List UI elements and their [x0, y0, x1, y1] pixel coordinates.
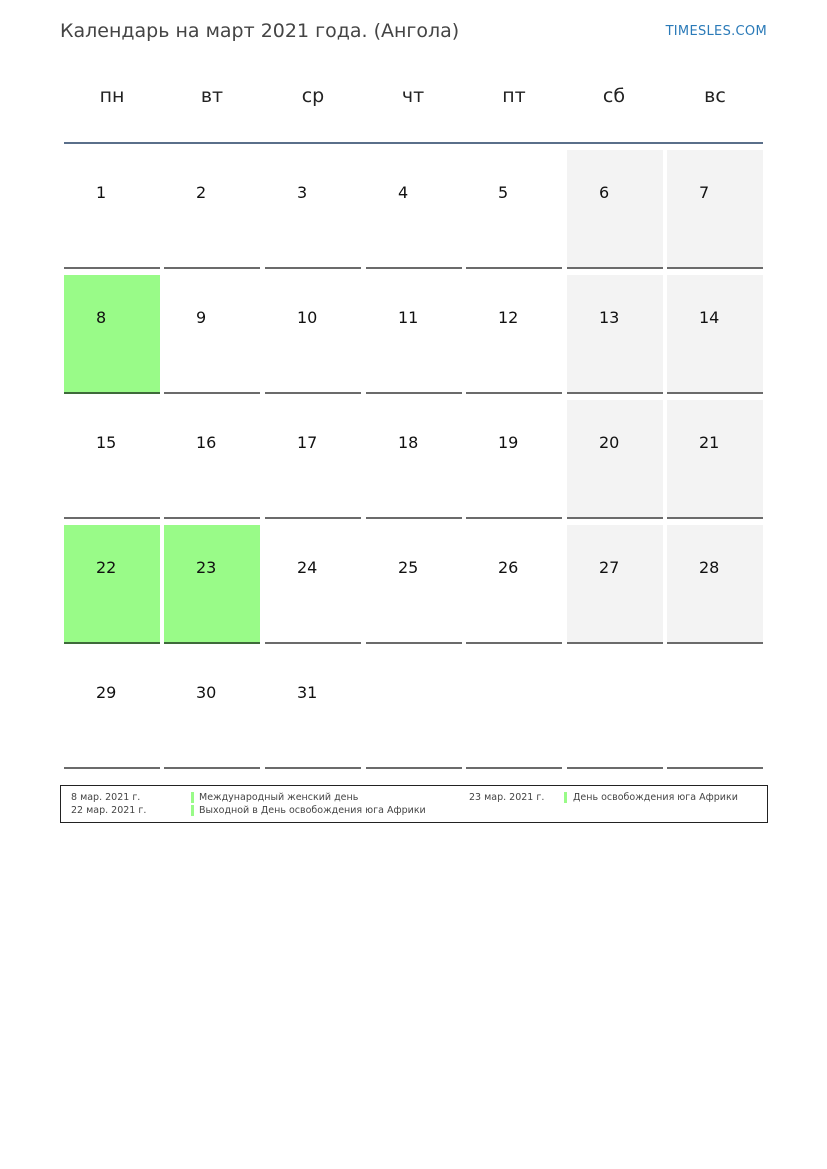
day-cell[interactable]	[466, 275, 562, 394]
day-cell[interactable]	[466, 400, 562, 519]
day-number: 29	[96, 683, 117, 702]
weekday-sun: вс	[704, 85, 726, 107]
day-number: 21	[699, 433, 720, 452]
day-cell[interactable]	[164, 275, 260, 394]
day-number: 30	[196, 683, 217, 702]
day-number: 11	[398, 308, 419, 327]
day-number: 31	[297, 683, 318, 702]
holiday-legend	[60, 785, 768, 823]
day-number: 10	[297, 308, 318, 327]
weekday-fri: пт	[502, 85, 526, 107]
weekend-day-cell[interactable]	[667, 150, 763, 269]
weekend-day-cell[interactable]	[667, 525, 763, 644]
legend-color-marker	[191, 792, 194, 803]
day-number: 23	[196, 558, 217, 577]
weekend-day-cell[interactable]	[567, 400, 663, 519]
day-number: 13	[599, 308, 620, 327]
weekday-sat: сб	[602, 85, 626, 107]
day-cell[interactable]	[64, 150, 160, 269]
day-number: 27	[599, 558, 620, 577]
empty-day-cell	[667, 650, 763, 769]
day-number: 2	[196, 183, 207, 202]
day-cell[interactable]	[265, 150, 361, 269]
site-link[interactable]: TIMESLES.COM	[665, 24, 767, 39]
day-cell[interactable]	[164, 150, 260, 269]
day-number: 24	[297, 558, 318, 577]
weekend-day-cell[interactable]	[567, 275, 663, 394]
day-number: 26	[498, 558, 519, 577]
legend-holiday-name: Международный женский день	[199, 792, 359, 803]
day-cell[interactable]	[366, 275, 462, 394]
day-number: 22	[96, 558, 117, 577]
holiday-day-cell[interactable]	[64, 525, 160, 644]
weekday-tue: вт	[200, 85, 224, 107]
day-cell[interactable]	[265, 275, 361, 394]
weekday-mon: пн	[99, 85, 125, 107]
page-title: Календарь на март 2021 года. (Ангола)	[60, 20, 460, 42]
weekend-day-cell[interactable]	[567, 150, 663, 269]
day-cell[interactable]	[64, 400, 160, 519]
day-number: 19	[498, 433, 519, 452]
day-cell[interactable]	[265, 525, 361, 644]
weekday-wed: ср	[301, 85, 325, 107]
day-number: 1	[96, 183, 107, 202]
day-number: 18	[398, 433, 419, 452]
day-number: 20	[599, 433, 620, 452]
day-number: 25	[398, 558, 419, 577]
day-number: 16	[196, 433, 217, 452]
day-number: 4	[398, 183, 409, 202]
legend-date: 23 мар. 2021 г.	[469, 792, 545, 803]
weekday-header-row	[64, 85, 763, 125]
day-cell[interactable]	[466, 150, 562, 269]
weekend-day-cell[interactable]	[667, 275, 763, 394]
legend-date: 8 мар. 2021 г.	[71, 792, 141, 803]
weekend-day-cell[interactable]	[567, 525, 663, 644]
day-cell[interactable]	[164, 400, 260, 519]
day-number: 15	[96, 433, 117, 452]
day-cell[interactable]	[366, 525, 462, 644]
day-cell[interactable]	[64, 650, 160, 769]
day-number: 6	[599, 183, 610, 202]
day-number: 5	[498, 183, 509, 202]
legend-holiday-name: Выходной в День освобождения юга Африки	[199, 805, 426, 816]
day-number: 28	[699, 558, 720, 577]
day-number: 7	[699, 183, 710, 202]
day-cell[interactable]	[466, 525, 562, 644]
day-cell[interactable]	[366, 400, 462, 519]
day-cell[interactable]	[164, 650, 260, 769]
day-number: 9	[196, 308, 207, 327]
legend-color-marker	[564, 792, 567, 803]
header-divider	[64, 142, 763, 144]
holiday-day-cell[interactable]	[64, 275, 160, 394]
day-cell[interactable]	[366, 150, 462, 269]
empty-day-cell	[466, 650, 562, 769]
legend-date: 22 мар. 2021 г.	[71, 805, 147, 816]
day-number: 14	[699, 308, 720, 327]
day-number: 17	[297, 433, 318, 452]
day-cell[interactable]	[265, 400, 361, 519]
empty-day-cell	[366, 650, 462, 769]
day-number: 8	[96, 308, 107, 327]
day-number: 12	[498, 308, 519, 327]
day-number: 3	[297, 183, 308, 202]
empty-day-cell	[567, 650, 663, 769]
weekday-thu: чт	[401, 85, 425, 107]
weekend-day-cell[interactable]	[667, 400, 763, 519]
legend-color-marker	[191, 805, 194, 816]
day-cell[interactable]	[265, 650, 361, 769]
holiday-day-cell[interactable]	[164, 525, 260, 644]
legend-holiday-name: День освобождения юга Африки	[573, 792, 738, 803]
